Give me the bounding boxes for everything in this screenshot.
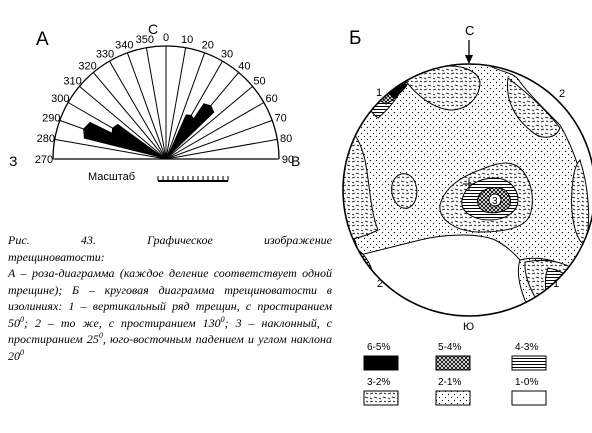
legend-label: 2-1% xyxy=(438,377,462,388)
rose-angle-tick-label: 90 xyxy=(281,154,295,166)
caption-body-b: ; 2 – то же, с простиранием 130 xyxy=(24,315,221,330)
legend-swatch-crosshatch xyxy=(436,356,470,370)
legend-label: 4-3% xyxy=(515,342,539,353)
circle-north-label: С xyxy=(465,23,475,38)
circle-diagram xyxy=(340,23,592,333)
rose-angle-tick-label: 70 xyxy=(274,112,287,125)
rose-scale-label: Масштаб xyxy=(88,171,136,183)
rose-scale-bar xyxy=(158,176,228,181)
point-label-1-bottom: 1 xyxy=(553,278,560,290)
legend-label: 6-5% xyxy=(367,342,391,353)
point-label-2-bottom: 2 xyxy=(377,278,384,290)
circle-panel-label: Б xyxy=(349,28,362,49)
legend-swatch-solid xyxy=(364,356,398,370)
legend-item-3-2 xyxy=(364,377,398,405)
legend-item-1-0 xyxy=(512,377,546,405)
caption-body-c: ; 3 – наклонный, с простиранием 25 xyxy=(8,315,332,346)
rose-angle-tick-label: 20 xyxy=(201,39,214,52)
legend-label: 3-2% xyxy=(367,377,391,388)
point-label-1-top: 1 xyxy=(376,87,383,99)
rose-angle-ticks xyxy=(35,32,294,166)
legend-item-2-1 xyxy=(436,377,470,405)
caption-sup: 0 xyxy=(220,314,225,324)
circle-south-label: Ю xyxy=(463,321,475,333)
rose-angle-tick-label: 350 xyxy=(135,33,154,46)
legend xyxy=(364,342,546,405)
rose-angle-tick-label: 10 xyxy=(181,33,194,46)
legend-item-6-5 xyxy=(364,342,398,370)
legend-swatch-dots xyxy=(436,391,470,405)
caption-body-a: А – роза-диаграмма (каждое деление соответствует одной трещине); Б – круговая диаграмма трещиноватости в изолиниях: 1 – вертикальный ряд трещин, с простиранием 50 xyxy=(8,266,332,330)
legend-item-5-4 xyxy=(436,342,470,370)
caption-body-d: , юго-восточным падением и углом наклона 20 xyxy=(8,332,332,363)
rose-east-label: В xyxy=(291,153,301,169)
point-label-3: 3 xyxy=(492,196,498,207)
rose-angle-tick-label: 270 xyxy=(34,154,54,166)
rose-angle-tick-label: 60 xyxy=(265,93,278,105)
rose-angle-tick-label: 310 xyxy=(63,75,82,88)
rose-panel-label: А xyxy=(36,29,49,50)
rose-west-label: З xyxy=(9,153,18,169)
north-arrow xyxy=(465,40,473,64)
rose-angle-tick-label: 40 xyxy=(238,60,251,73)
rose-angle-tick-label: 50 xyxy=(253,75,266,88)
caption-sup: 0 xyxy=(20,347,24,357)
rose-angle-tick-label: 280 xyxy=(36,132,56,145)
rose-angle-tick-label: 340 xyxy=(115,39,134,52)
rose-angle-tick-label: 0 xyxy=(162,32,170,44)
rose-angle-tick-label: 80 xyxy=(280,132,293,145)
legend-label: 5-4% xyxy=(438,342,462,353)
rose-angle-tick-label: 330 xyxy=(95,48,115,61)
rose-angle-tick-label: 320 xyxy=(78,60,97,73)
point-label-2-top: 2 xyxy=(559,88,566,100)
legend-swatch-dashes xyxy=(364,391,398,405)
legend-label: 1-0% xyxy=(515,377,539,388)
caption-sup: 0 xyxy=(98,331,103,340)
rose-angle-tick-label: 30 xyxy=(220,48,234,61)
rose-diagram xyxy=(9,21,300,183)
caption-title-2: трещиноватости: xyxy=(8,249,105,264)
legend-swatch-hlines xyxy=(512,356,546,370)
figure-caption xyxy=(8,232,332,364)
legend-item-4-3 xyxy=(512,342,546,370)
caption-title: Рис. 43. Графическое изображение xyxy=(8,233,332,247)
rose-angle-tick-label: 290 xyxy=(42,112,61,125)
caption-sup: 0 xyxy=(20,314,24,324)
rose-north-label: С xyxy=(148,21,159,37)
rose-angle-tick-label: 300 xyxy=(51,93,70,105)
legend-swatch-blank xyxy=(512,391,546,405)
